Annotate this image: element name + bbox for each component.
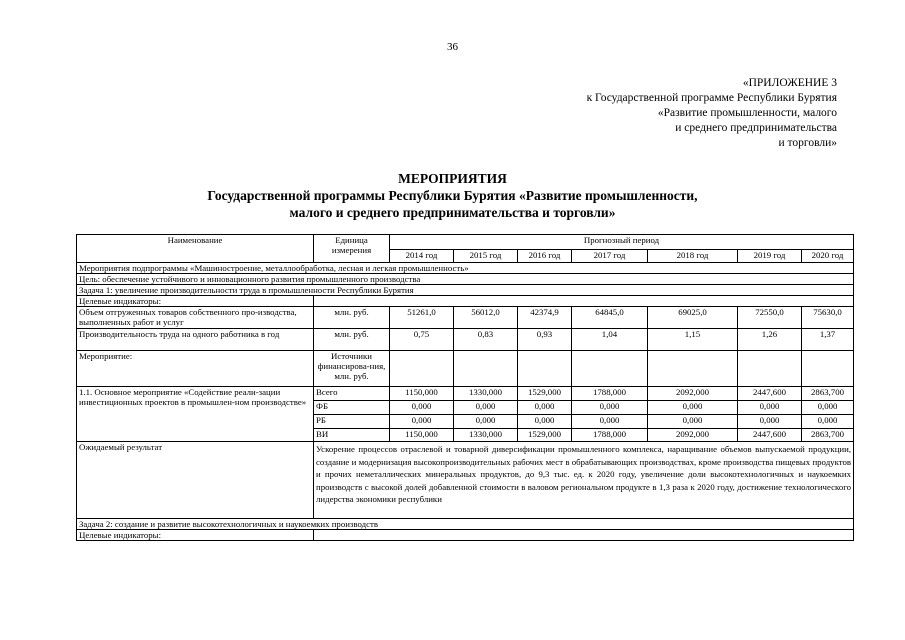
indicator-unit: млн. руб.: [314, 329, 390, 351]
value-cell: 64845,0: [572, 307, 648, 329]
value-cell: 2863,700: [802, 387, 854, 401]
value-cell: 1,15: [648, 329, 738, 351]
indicators-label: Целевые индикаторы:: [77, 296, 314, 307]
task-row: Задача 1: увеличение производительности труда в промышленности Республики Бурятия: [77, 285, 854, 296]
source-cell: РБ: [314, 415, 390, 429]
indicator-name: Объем отгруженных товаров собственного про-изводства, выполненных работ и услуг: [77, 307, 314, 329]
document-title: [0, 170, 905, 221]
value-cell: 1150,000: [390, 387, 454, 401]
empty-cell: [572, 351, 648, 387]
indicator-name: Производительность труда на одного работника в год: [77, 329, 314, 351]
source-cell: Всего: [314, 387, 390, 401]
value-cell: 0,000: [454, 401, 518, 415]
table-row: [77, 387, 854, 401]
task-row: Задача 2: создание и развитие высокотехнологичных и наукоемких производств: [77, 519, 854, 530]
value-cell: 0,000: [648, 401, 738, 415]
main-measure-name: 1.1. Основное мероприятие «Содействие реали-зации инвестиционных проектов в промышлен-ном производстве»: [77, 387, 314, 442]
value-cell: 2092,000: [648, 429, 738, 442]
value-cell: 0,000: [390, 401, 454, 415]
expected-label: Ожидаемый результат: [77, 442, 314, 519]
value-cell: 0,000: [518, 415, 572, 429]
header-year: 2014 год: [390, 250, 454, 263]
value-cell: 2447,600: [738, 429, 802, 442]
value-cell: 0,93: [518, 329, 572, 351]
appendix-line: к Государственной программе Республики Бурятия: [586, 92, 837, 104]
empty-cell: [454, 351, 518, 387]
value-cell: 1330,000: [454, 429, 518, 442]
header-unit: Единица измерения: [314, 235, 390, 263]
table-row: [77, 329, 854, 351]
value-cell: 1529,000: [518, 429, 572, 442]
header-forecast: Прогнозный период: [390, 235, 854, 250]
value-cell: 42374,9: [518, 307, 572, 329]
appendix-line: «ПРИЛОЖЕНИЕ 3: [742, 77, 837, 89]
value-cell: 69025,0: [648, 307, 738, 329]
table-row: [77, 442, 854, 519]
value-cell: 2447,600: [738, 387, 802, 401]
header-year: 2017 год: [572, 250, 648, 263]
value-cell: 0,000: [518, 401, 572, 415]
empty-cell: [648, 351, 738, 387]
table-row: [77, 307, 854, 329]
value-cell: 0,000: [738, 415, 802, 429]
measure-label: Мероприятие:: [77, 351, 314, 387]
appendix-note: [587, 76, 837, 151]
empty-cell: [390, 351, 454, 387]
value-cell: 0,000: [802, 401, 854, 415]
value-cell: 0,000: [572, 415, 648, 429]
value-cell: 51261,0: [390, 307, 454, 329]
value-cell: 1150,000: [390, 429, 454, 442]
empty-cell: [518, 351, 572, 387]
measures-table: [76, 234, 854, 541]
value-cell: 1330,000: [454, 387, 518, 401]
empty-cell: [314, 530, 854, 541]
source-cell: ВИ: [314, 429, 390, 442]
value-cell: 1,04: [572, 329, 648, 351]
value-cell: 0,000: [648, 415, 738, 429]
header-year: 2016 год: [518, 250, 572, 263]
subprogram-row: Мероприятия подпрограммы «Машиностроение, металлообработка, лесная и легкая промышленность»: [77, 263, 854, 274]
header-year: 2015 год: [454, 250, 518, 263]
sources-label: Источники финансирова-ния, млн. руб.: [314, 351, 390, 387]
header-year: 2019 год: [738, 250, 802, 263]
value-cell: 2863,700: [802, 429, 854, 442]
value-cell: 0,000: [738, 401, 802, 415]
value-cell: 0,83: [454, 329, 518, 351]
value-cell: 1,26: [738, 329, 802, 351]
value-cell: 1788,000: [572, 429, 648, 442]
value-cell: 1788,000: [572, 387, 648, 401]
title-line: МЕРОПРИЯТИЯ: [398, 171, 507, 186]
empty-cell: [802, 351, 854, 387]
empty-cell: [738, 351, 802, 387]
title-line: Государственной программы Республики Бурятия «Развитие промышленности,: [207, 188, 698, 203]
value-cell: 72550,0: [738, 307, 802, 329]
table-row: [77, 351, 854, 387]
value-cell: 0,75: [390, 329, 454, 351]
value-cell: 2092,000: [648, 387, 738, 401]
value-cell: 1,37: [802, 329, 854, 351]
appendix-line: и среднего предпринимательства: [675, 122, 837, 134]
indicator-unit: млн. руб.: [314, 307, 390, 329]
value-cell: 0,000: [390, 415, 454, 429]
value-cell: 56012,0: [454, 307, 518, 329]
appendix-line: «Развитие промышленности, малого: [657, 107, 837, 119]
goal-row: Цель: обеспечение устойчивого и инновационного развития промышленного производства: [77, 274, 854, 285]
title-line: малого и среднего предпринимательства и торговли»: [289, 205, 616, 220]
value-cell: 0,000: [572, 401, 648, 415]
header-name: Наименование: [77, 235, 314, 263]
value-cell: 75630,0: [802, 307, 854, 329]
expected-text: Ускорение процессов отраслевой и товарной диверсификации промышленного комплекса, наращивание объемов выпускаемой продукции, создание и модернизация высокопроизводительных рабочих мест в обрабатывающих производствах, кроме производства пищевых продуктов и прочих неметаллических минеральных продуктов, до 9,3 тыс. ед. к 2020 году, увеличение доли высокотехнологичных и наукоемких производств с высокой долей добавленной стоимости в валовом региональном продукте в 1,3 раза к 2020 году, достижение технологического лидерства экономики республики: [314, 442, 854, 519]
indicators-label: Целевые индикаторы:: [77, 530, 314, 541]
empty-cell: [314, 296, 854, 307]
value-cell: 1529,000: [518, 387, 572, 401]
value-cell: 0,000: [454, 415, 518, 429]
header-year: 2020 год: [802, 250, 854, 263]
appendix-line: и торговли»: [778, 137, 837, 149]
header-year: 2018 год: [648, 250, 738, 263]
value-cell: 0,000: [802, 415, 854, 429]
source-cell: ФБ: [314, 401, 390, 415]
page-number: 36: [447, 41, 458, 53]
